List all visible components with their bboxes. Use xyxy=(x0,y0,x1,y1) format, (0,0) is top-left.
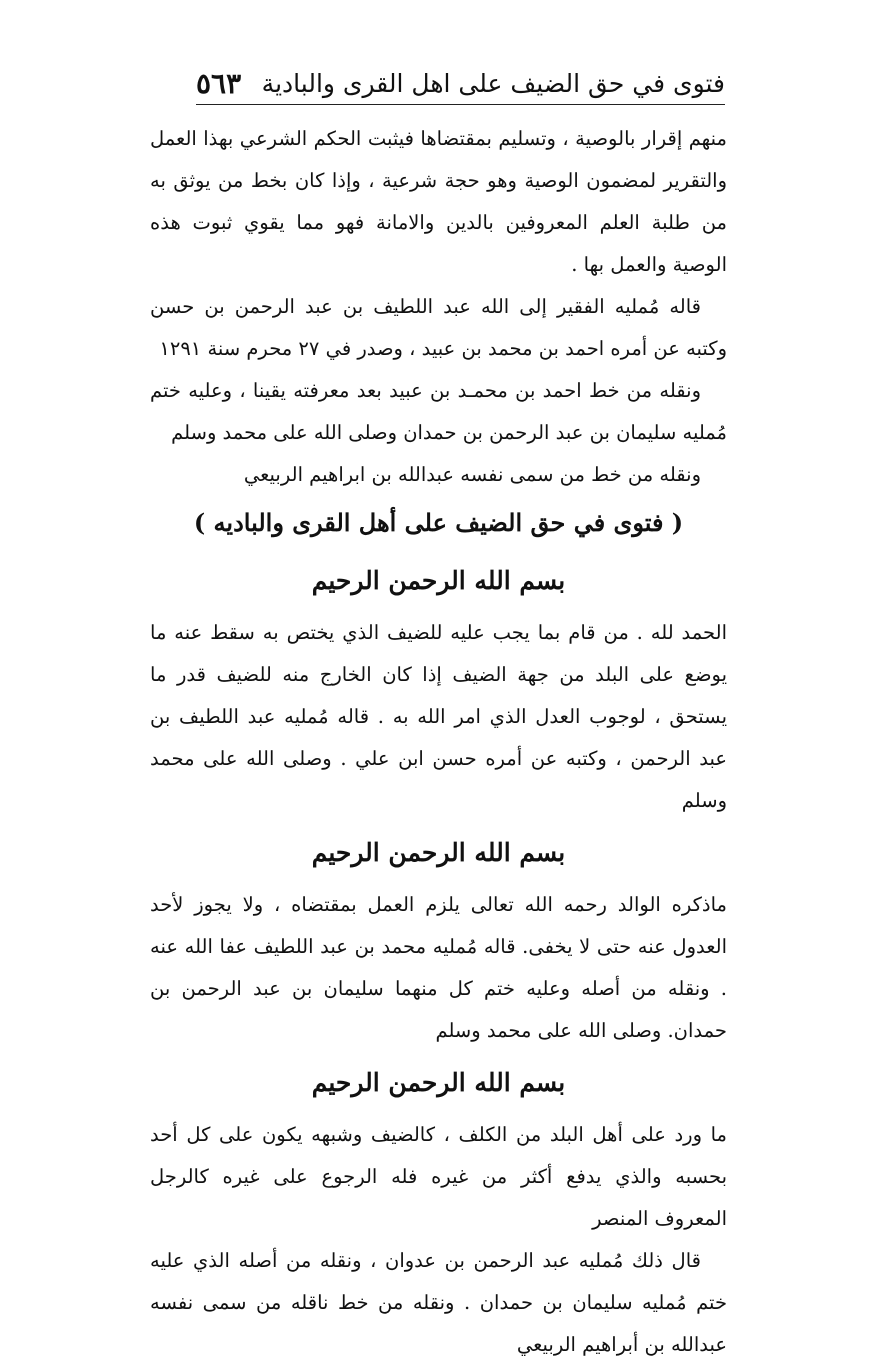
paragraph-will-confirmation: منهم إقرار بالوصية ، وتسليم بمقتضاها فيثبت الحكم الشرعي بهذا العمل والتقرير لمضمون الوصية وهو حجة شرعية ، وإذا كان بخط من يوثق به من طلبة العلم المعروفين بالدين والامانة فهو مما يقوي ثبوت هذه الوصية والعمل بها . xyxy=(150,127,727,276)
paragraph-signature-adwan: قال ذلك مُمليه عبد الرحمن بن عدوان ، ونقله من أصله الذي عليه ختم مُمليه سليمان بن حمدان . ونقله من خط ناقله من سمى نفسه عبدالله بن أبراهيم الربيعي xyxy=(150,1249,727,1356)
running-title: فتوى في حق الضيف على اهل القرى والبادية xyxy=(261,68,725,98)
paragraph-copy-note-rubaie: ونقله من خط من سمى نفسه عبدالله بن ابراهيم الربيعي xyxy=(243,463,701,486)
paragraph-fatwa-burdens: ما ورد على أهل البلد من الكلف ، كالضيف وشبهه يكون على كل أحد بحسبه والذي يدفع أكثر من غيره فله الرجوع على غيره كالرجل المعروف المنصر xyxy=(150,1123,727,1230)
basmala-2: بسم الله الرحمن الرحيم xyxy=(311,838,566,867)
paragraph-fatwa-guest: الحمد لله . من قام بما يجب عليه للضيف الذي يختص به سقط عنه ما يوضع على البلد من جهة الضيف إذا كان الخارج منه للضيف قدر ما يستحق ، لوجوب العدل الذي امر الله به . قاله مُمليه عبد اللطيف بن عبد الرحمن ، وكتبه عن أمره حسن ابن علي . وصلى الله على محمد وسلم xyxy=(150,621,727,812)
section-heading: ( فتوى في حق الضيف على أهل القرى والباديه ) xyxy=(193,508,684,537)
running-header xyxy=(196,62,725,105)
page-number: ٥٦٣ xyxy=(196,66,242,100)
paragraph-fatwa-confirmation: ماذكره الوالد رحمه الله تعالى يلزم العمل بمقتضاه ، ولا يجوز لأحد العدول عنه حتى لا يخفى. قاله مُمليه محمد بن عبد اللطيف عفا الله عنه . ونقله من أصله وعليه ختم كل منهما سليمان بن عبد الرحمن بن حمدان. وصلى الله على محمد وسلم xyxy=(150,893,727,1042)
paragraph-copy-note-sulayman: ونقله من خط احمد بن محمـد بن عبيد بعد معرفته يقينا ، وعليه ختم مُمليه سليمان بن عبد الرحمن بن حمدان وصلى الله على محمد وسلم xyxy=(150,379,727,444)
paragraph-signature-abdullatif: قاله مُمليه الفقير إلى الله عبد اللطيف بن عبد الرحمن بن حسن وكتبه عن أمره احمد بن محمد بن عبيد ، وصدر في ٢٧ محرم سنة ١٢٩١ xyxy=(150,295,727,360)
basmala-1: بسم الله الرحمن الرحيم xyxy=(311,566,566,595)
page-body xyxy=(150,118,727,1366)
basmala-3: بسم الله الرحمن الرحيم xyxy=(311,1068,566,1097)
